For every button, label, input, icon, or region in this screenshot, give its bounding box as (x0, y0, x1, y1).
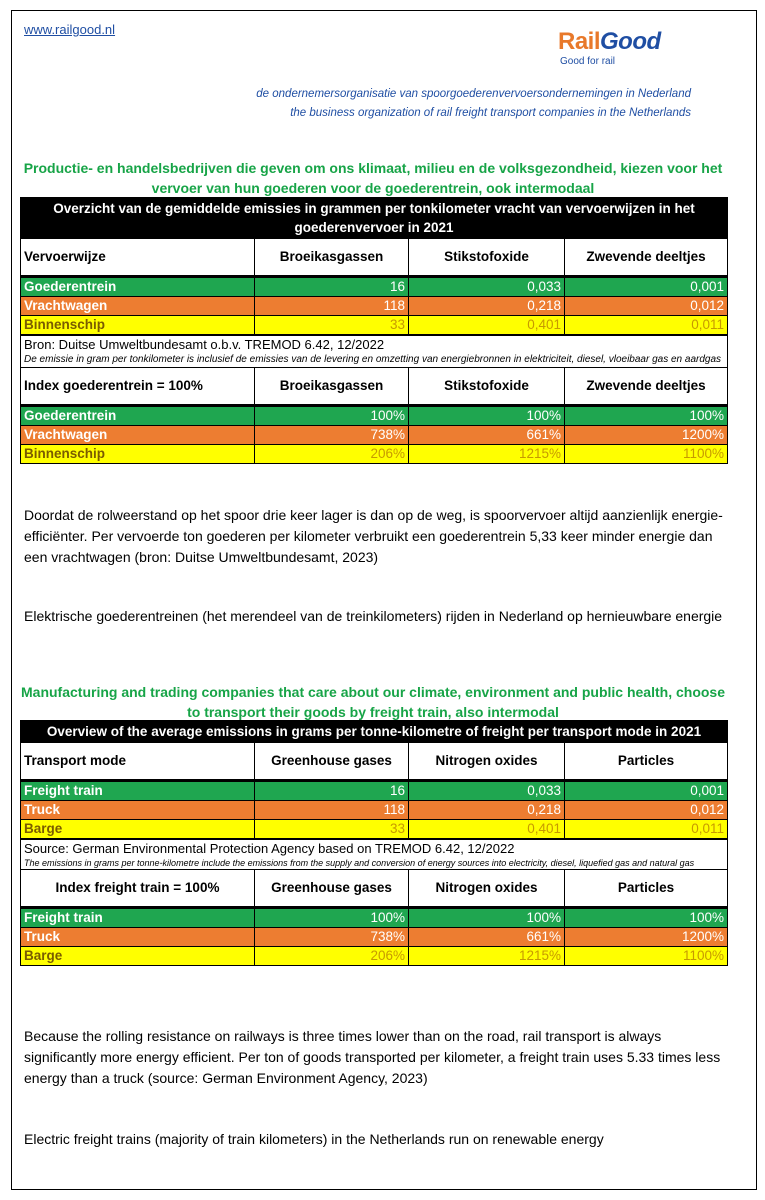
paragraph-renewable-en: Electric freight trains (majority of train kilometers) in the Netherlands run on renewable energy (24, 1131, 604, 1147)
table-row (21, 406, 728, 426)
emission-note: The emissions in grams per tonne-kilometre include the emissions from the supply and conversion of energy sources into electricity, diesel, liquefied gas and natural gas (24, 858, 695, 868)
row-label: Vrachtwagen (21, 297, 255, 316)
cell-value: 1200% (565, 426, 728, 445)
cell-value: 206% (255, 445, 409, 464)
emission-note: De emissie in gram per tonkilometer is inclusief de emissies van de levering en omzetting van energiebronnen in elektriciteit, diesel, vloeibaar gas en aardgas (24, 354, 722, 365)
paragraph-efficiency-en: Because the rolling resistance on railways is three times lower than on the road, rail transport is always significantly more energy efficient. Per ton of goods transported per kilometer, a freight train uses 5.33 times less energy than a truck (source: German Environment Agency, 2023) (24, 1028, 721, 1086)
paragraph-efficiency-nl: Doordat de rolweerstand op het spoor drie keer lager is dan op de weg, is spoorvervoer altijd aanzienlijk energie-efficiënter. Per vervoerde ton goederen per kilometer verbruikt een goederentrein 5,33 keer minder energie dan een vrachtwagen (bron: Duitse Umweltbundesamt, 2023) (24, 507, 723, 565)
cell-value: 738% (255, 928, 409, 947)
source-row (21, 335, 728, 368)
column-header: Stikstofoxide (409, 239, 565, 277)
column-header: Transport mode (21, 743, 255, 781)
cell-value: 0,012 (565, 801, 728, 820)
cell-value: 206% (255, 947, 409, 966)
table-row (21, 297, 728, 316)
source-text: Source: German Environmental Protection Agency based on TREMOD 6.42, 12/2022 (24, 841, 515, 856)
cell-value: 0,401 (409, 820, 565, 840)
cell-value: 100% (565, 406, 728, 426)
table-row (21, 445, 728, 464)
cell-value: 0,033 (409, 277, 565, 297)
column-header: Index goederentrein = 100% (21, 368, 255, 406)
column-header: Broeikasgassen (255, 368, 409, 406)
table-row (21, 426, 728, 445)
column-header: Zwevende deeltjes (565, 368, 728, 406)
table-row (21, 820, 728, 840)
railgood-logo (558, 28, 661, 67)
column-header: Stikstofoxide (409, 368, 565, 406)
cell-value: 118 (255, 801, 409, 820)
cell-value: 1100% (565, 947, 728, 966)
column-header: Index freight train = 100% (21, 870, 255, 908)
cell-value: 0,011 (565, 316, 728, 336)
table-row (21, 947, 728, 966)
paragraph-renewable-nl: Elektrische goederentreinen (het merendeel van de treinkilometers) rijden in Nederland op hernieuwbare energie (24, 608, 723, 624)
cell-value: 738% (255, 426, 409, 445)
table-row (21, 928, 728, 947)
table-title: Overzicht van de gemiddelde emissies in grammen per tonkilometer vracht van vervoerwijzen in het goederenvervoer in 2021 (21, 198, 728, 239)
org-description-nl: de ondernemersorganisatie van spoorgoederenvervoersondernemingen in Nederland (256, 88, 691, 100)
emissions-table-en (20, 720, 728, 966)
column-header: Nitrogen oxides (409, 743, 565, 781)
cell-value: 661% (409, 426, 565, 445)
cell-value: 118 (255, 297, 409, 316)
row-label: Barge (21, 820, 255, 840)
cell-value: 0,012 (565, 297, 728, 316)
row-label: Barge (21, 947, 255, 966)
cell-value: 0,011 (565, 820, 728, 840)
cell-value: 0,033 (409, 781, 565, 801)
row-label: Binnenschip (21, 445, 255, 464)
cell-value: 0,001 (565, 781, 728, 801)
row-label: Goederentrein (21, 277, 255, 297)
cell-value: 1215% (409, 445, 565, 464)
column-header: Zwevende deeltjes (565, 239, 728, 277)
cell-value: 100% (409, 406, 565, 426)
row-label: Vrachtwagen (21, 426, 255, 445)
column-header: Greenhouse gases (255, 870, 409, 908)
cell-value: 0,401 (409, 316, 565, 336)
row-label: Goederentrein (21, 406, 255, 426)
column-header: Particles (565, 870, 728, 908)
intro-title-en: Manufacturing and trading companies that care about our climate, environment and public health, choose to transport their goods by freight train, also intermodal (21, 684, 725, 720)
table-row (21, 801, 728, 820)
column-header: Nitrogen oxides (409, 870, 565, 908)
row-label: Freight train (21, 781, 255, 801)
row-label: Binnenschip (21, 316, 255, 336)
row-label: Freight train (21, 908, 255, 928)
website-link[interactable]: www.railgood.nl (24, 22, 116, 37)
table-title: Overview of the average emissions in grams per tonne-kilometre of freight per transport mode in 2021 (21, 721, 728, 743)
intro-title-nl: Productie- en handelsbedrijven die geven om ons klimaat, milieu en de volksgezondheid, kiezen voor het vervoer van hun goederen voor de goederentrein, ook intermodaal (23, 160, 723, 196)
logo-good-text: Good (600, 28, 661, 55)
column-header: Broeikasgassen (255, 239, 409, 277)
logo-rail-text: Rail (558, 28, 601, 55)
cell-value: 1100% (565, 445, 728, 464)
cell-value: 0,218 (409, 297, 565, 316)
cell-value: 1200% (565, 928, 728, 947)
logo-tagline: Good for rail (560, 56, 616, 67)
table-row (21, 781, 728, 801)
cell-value: 1215% (409, 947, 565, 966)
cell-value: 100% (409, 908, 565, 928)
cell-value: 0,001 (565, 277, 728, 297)
cell-value: 100% (255, 908, 409, 928)
org-description-en: the business organization of rail freight transport companies in the Netherlands (290, 107, 691, 119)
column-header: Greenhouse gases (255, 743, 409, 781)
cell-value: 100% (255, 406, 409, 426)
cell-value: 33 (255, 316, 409, 336)
row-label: Truck (21, 801, 255, 820)
cell-value: 661% (409, 928, 565, 947)
column-header: Vervoerwijze (21, 239, 255, 277)
cell-value: 33 (255, 820, 409, 840)
table-row (21, 316, 728, 336)
column-header: Particles (565, 743, 728, 781)
cell-value: 16 (255, 277, 409, 297)
table-row (21, 908, 728, 928)
cell-value: 0,218 (409, 801, 565, 820)
emissions-table-nl (20, 197, 728, 464)
source-row (21, 839, 728, 870)
row-label: Truck (21, 928, 255, 947)
cell-value: 16 (255, 781, 409, 801)
source-text: Bron: Duitse Umweltbundesamt o.b.v. TREMOD 6.42, 12/2022 (24, 337, 385, 352)
table-row (21, 277, 728, 297)
cell-value: 100% (565, 908, 728, 928)
